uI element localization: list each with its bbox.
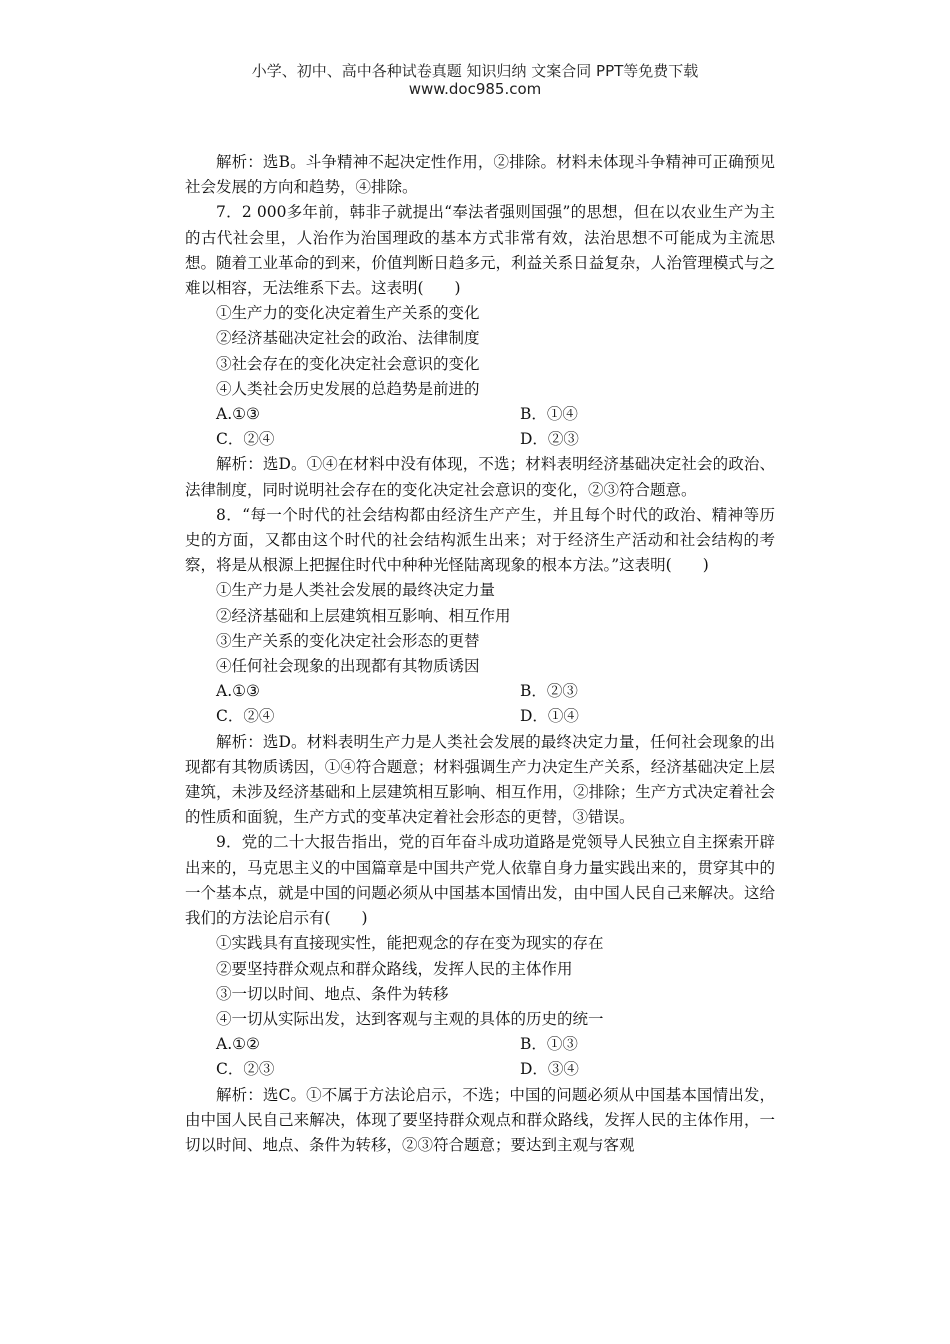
q7-options-row-2 xyxy=(185,427,775,452)
q9-option-d: D．③④ xyxy=(520,1060,579,1079)
question-8 xyxy=(185,503,775,831)
q8-item-1: ①生产力是人类社会发展的最终决定力量 xyxy=(216,581,496,600)
q7-item-3: ③社会存在的变化决定社会意识的变化 xyxy=(216,354,480,373)
q8-option-b: B．②③ xyxy=(520,682,578,701)
q8-analysis: 解析：选D。材料表明生产力是人类社会发展的最终决定力量，任何社会现象的出现都有其物质诱因，①④符合题意；材料强调生产力决定生产关系，经济基础决定上层建筑，未涉及经济基础和上层建筑相互影响、相互作用，②排除；生产方式决定着社会的性质和面貌，生产方式的变革决定着社会形态的更替，③错误。 xyxy=(185,732,775,827)
q8-options-row-2 xyxy=(185,704,775,729)
q8-option-c: C．②④ xyxy=(216,707,275,726)
q8-item-3: ③生产关系的变化决定社会形态的更替 xyxy=(216,631,480,650)
q7-options-row-1 xyxy=(185,402,775,427)
q9-options-row-1 xyxy=(185,1032,775,1057)
q7-item-1: ①生产力的变化决定着生产关系的变化 xyxy=(216,304,480,323)
question-9 xyxy=(185,830,775,1158)
q8-option-d: D．①④ xyxy=(520,707,579,726)
header-title: 小学、初中、高中各种试卷真题 知识归纳 文案合同 PPT等免费下载 xyxy=(251,62,699,80)
q8-options-row-1 xyxy=(185,679,775,704)
q7-item-2: ②经济基础决定社会的政治、法律制度 xyxy=(216,329,480,348)
q9-analysis: 解析：选C。①不属于方法论启示，不选；中国的问题必须从中国基本国情出发，由中国人民自己来解决，体现了要坚持群众观点和群众路线，发挥人民的主体作用，一切以时间、地点、条件为转移，②③符合题意；要达到主观与客观 xyxy=(185,1085,775,1154)
q7-option-d: D．②③ xyxy=(520,430,579,449)
question-7 xyxy=(185,200,775,502)
q9-option-b: B．①③ xyxy=(520,1035,578,1054)
q9-options-row-2 xyxy=(185,1057,775,1082)
q9-item-1: ①实践具有直接现实性，能把观念的存在变为现实的存在 xyxy=(216,934,604,953)
page-header xyxy=(0,62,950,98)
header-url: www.doc985.com xyxy=(408,80,542,98)
q6-analysis: 解析：选B。斗争精神不起决定性作用，②排除。材料未体现斗争精神可正确预见社会发展的方向和趋势，④排除。 xyxy=(185,153,775,197)
q7-option-a: A.①③ xyxy=(216,405,260,424)
q9-option-c: C．②③ xyxy=(216,1060,275,1079)
q9-option-a: A.①② xyxy=(216,1035,260,1054)
document-body xyxy=(185,150,775,1158)
q9-item-2: ②要坚持群众观点和群众路线，发挥人民的主体作用 xyxy=(216,959,573,978)
q8-item-4: ④任何社会现象的出现都有其物质诱因 xyxy=(216,657,480,676)
q8-option-a: A.①③ xyxy=(216,682,260,701)
q7-stem: 7．2 000多年前，韩非子就提出“奉法者强则国强”的思想，但在以农业生产为主的古代社会里，人治作为治国理政的基本方式非常有效，法治思想不可能成为主流思想。随着工业革命的到来，价值判断日趋多元，利益关系日益复杂，人治管理模式与之难以相容，无法维系下去。这表明( ) xyxy=(185,203,775,298)
q8-item-2: ②经济基础和上层建筑相互影响、相互作用 xyxy=(216,606,511,625)
q7-analysis: 解析：选D。①④在材料中没有体现，不选；材料表明经济基础决定社会的政治、法律制度，同时说明社会存在的变化决定社会意识的变化，②③符合题意。 xyxy=(185,455,775,499)
q7-item-4: ④人类社会历史发展的总趋势是前进的 xyxy=(216,379,480,398)
q9-item-3: ③一切以时间、地点、条件为转移 xyxy=(216,984,449,1003)
q7-option-b: B．①④ xyxy=(520,405,578,424)
q9-stem: 9．党的二十大报告指出，党的百年奋斗成功道路是党领导人民独立自主探索开辟出来的，马克思主义的中国篇章是中国共产党人依靠自身力量实践出来的，贯穿其中的一个基本点，就是中国的问题必须从中国基本国情出发，由中国人民自己来解决。这给我们的方法论启示有( ) xyxy=(185,833,775,928)
q7-option-c: C．②④ xyxy=(216,430,275,449)
q9-item-4: ④一切从实际出发，达到客观与主观的具体的历史的统一 xyxy=(216,1009,604,1028)
q8-stem: 8．“每一个时代的社会结构都由经济生产产生，并且每个时代的政治、精神等历史的方面，又都由这个时代的社会结构派生出来；对于经济生产活动和社会结构的考察，将是从根源上把握住时代中种种光怪陆离现象的根本方法。”这表明( ) xyxy=(185,505,775,575)
